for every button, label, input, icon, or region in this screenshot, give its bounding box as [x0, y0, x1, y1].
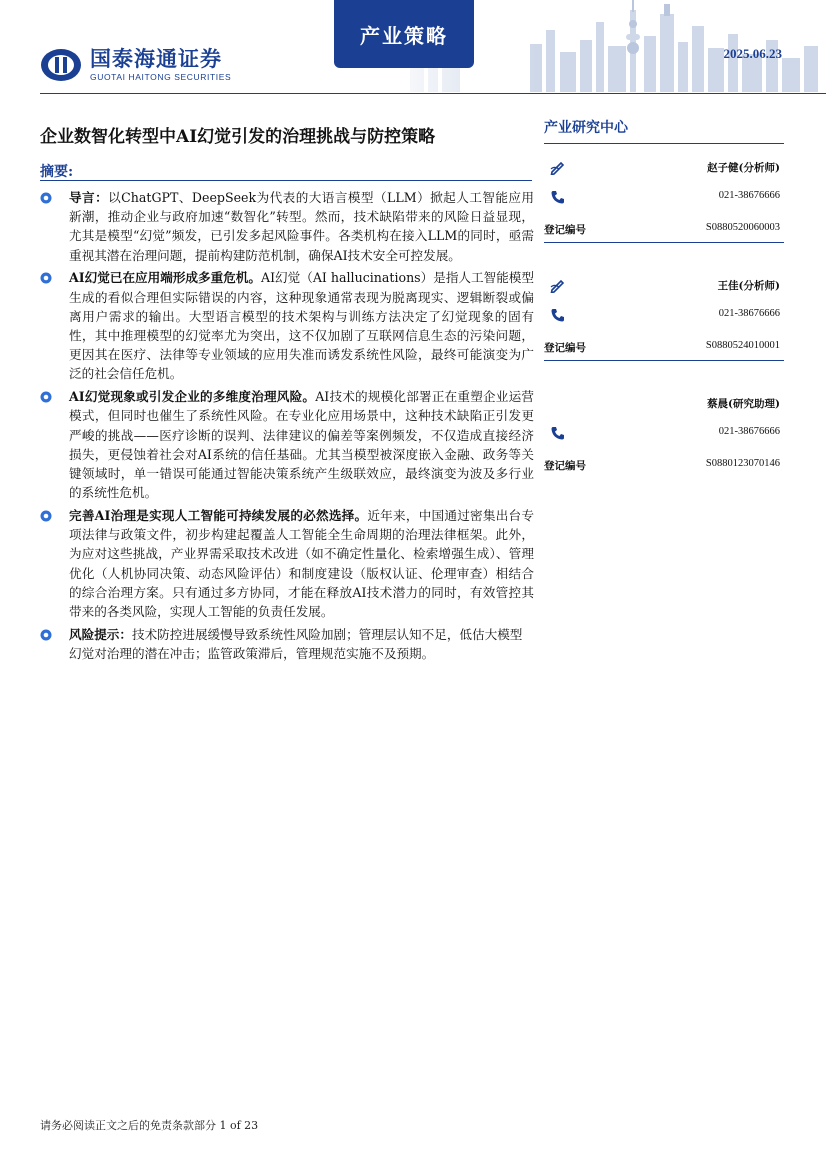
abstract-bullet [40, 188, 534, 265]
reg-label: 登记编号 [544, 224, 586, 236]
page-footer: 请务必阅读正文之后的免责条款部分 1 of 23 [40, 1119, 259, 1132]
analyst-phone-row [544, 306, 784, 326]
analyst-name-row [544, 158, 784, 178]
bullet-text: AI技术的规模化部署正在重塑企业运营模式，但同时也催生了系统性风险。在专业化应用场景中，这种技术缺陷正引发更严峻的挑战——医疗诊断的误判、法律建议的偏差等案例频发，不仅造成直接经济损失，更侵蚀着社会对AI系统的信任基础。尤其当模型被深度嵌入金融、政务等关键领域时，单一错误可能通过智能决策系统产生级联效应，最终演变为波及多行业的系统性危机。 [69, 389, 534, 501]
phone-icon [550, 189, 566, 205]
phone-icon [550, 425, 566, 441]
analyst-reg-row [544, 456, 784, 476]
bullet-icon [40, 629, 52, 641]
abstract-divider [40, 180, 532, 181]
bullet-icon [40, 272, 52, 284]
analyst-reg-number: S0880524010001 [705, 340, 780, 351]
analyst-name: 赵子健(分析师) [707, 162, 780, 174]
bullet-icon [40, 192, 52, 204]
analyst-phone: 021-38676666 [718, 190, 780, 201]
report-header [0, 0, 826, 96]
analyst-reg-number: S0880123070146 [705, 458, 780, 469]
abstract-label: 摘要: [40, 164, 74, 180]
abstract-bullet [40, 506, 534, 621]
analyst-reg-number: S0880520060003 [705, 222, 780, 233]
analyst-reg-row [544, 220, 784, 240]
header-divider [40, 93, 826, 94]
bullet-lead: AI幻觉现象或引发企业的多维度治理风险。 [69, 389, 316, 405]
analyst-card [544, 380, 784, 498]
bullet-text: AI幻觉（AI hallucinations）是指人工智能模型生成的看似合理但实际错误的内容，这种现象通常表现为脱离现实、逻辑断裂或偏离用户需求的输出。大型语言模型的技术架构与训练方法决定了幻觉现象的固有性，其中推理模型的幻觉率尤为突出，这不仅加剧了互联网信息生态的污染问题，更因其在医疗、法律等专业领域的应用失准而诱发系统性风险，最终可能演变为广泛的社会信任危机。 [69, 270, 534, 382]
company-logo [40, 48, 231, 82]
logo-text-en: GUOTAI HAITONG SECURITIES [90, 72, 232, 82]
report-type-tag: 产业策略 [334, 0, 474, 68]
analyst-phone: 021-38676666 [718, 308, 780, 319]
bullet-text: 近年来，中国通过密集出台专项法律与政策文件，初步构建起覆盖人工智能全生命周期的治理法律框架。此外，为应对这些挑战，产业界需采取技术改进（如不确定性量化、检索增强生成）、管理优化（人机协同决策、动态风险评估）和制度建设（版权认证、伦理审查）相结合的综合治理方案。只有通过多方协同，才能在释放AI技术潜力的同时，有效管控其带来的各类风险，实现人工智能的负责任发展。 [69, 508, 534, 620]
phone-icon [550, 307, 566, 323]
analyst-phone: 021-38676666 [718, 426, 780, 437]
bullet-lead: 完善AI治理是实现人工智能可持续发展的必然选择。 [69, 508, 368, 524]
report-title: 企业数智化转型中AI幻觉引发的治理挑战与防控策略 [40, 127, 436, 147]
analyst-divider [544, 360, 784, 361]
analyst-name-row [544, 276, 784, 296]
bullet-text: 技术防控进展缓慢导致系统性风险加剧；管理层认知不足，低估大模型幻觉对治理的潜在冲击；监管政策滞后，管理规范实施不及预期。 [69, 626, 523, 662]
sidebar-title: 产业研究中心 [544, 112, 784, 144]
pen-icon [550, 277, 566, 293]
bullet-icon [40, 391, 52, 403]
analyst-name: 蔡晨(研究助理) [707, 398, 780, 410]
analyst-phone-row [544, 424, 784, 444]
reg-label: 登记编号 [544, 460, 586, 472]
bullet-lead: AI幻觉已在应用端形成多重危机。 [69, 270, 261, 286]
bullet-lead: 风险提示： [69, 626, 132, 642]
bullet-icon [40, 510, 52, 522]
company-logo-icon [40, 48, 82, 82]
analyst-divider [544, 242, 784, 243]
pen-icon [550, 159, 566, 175]
analyst-card [544, 144, 784, 262]
bullet-text: 以ChatGPT、DeepSeek为代表的大语言模型（LLM）掀起人工智能应用新潮，推动企业与政府加速“数智化”转型。然而，技术缺陷带来的风险日益显现，尤其是模型“幻觉”频发，已引发多起风险事件。各类机构在接入LLM的同时，亟需重视其潜在治理问题，提前构建防范机制，确保AI技术安全可控发展。 [69, 190, 534, 263]
analyst-phone-row [544, 188, 784, 208]
abstract-body [40, 188, 534, 667]
analyst-card [544, 262, 784, 380]
abstract-bullet [40, 387, 534, 502]
analyst-sidebar [544, 112, 784, 498]
analyst-name-row [544, 394, 784, 414]
analyst-name: 王佳(分析师) [717, 280, 780, 292]
abstract-bullet [40, 268, 534, 383]
logo-text-cn: 国泰海通证券 [90, 47, 222, 71]
bullet-lead: 导言： [69, 190, 109, 205]
analyst-reg-row [544, 338, 784, 358]
abstract-bullet [40, 625, 534, 663]
reg-label: 登记编号 [544, 342, 586, 354]
report-date: 2025.06.23 [723, 46, 782, 61]
